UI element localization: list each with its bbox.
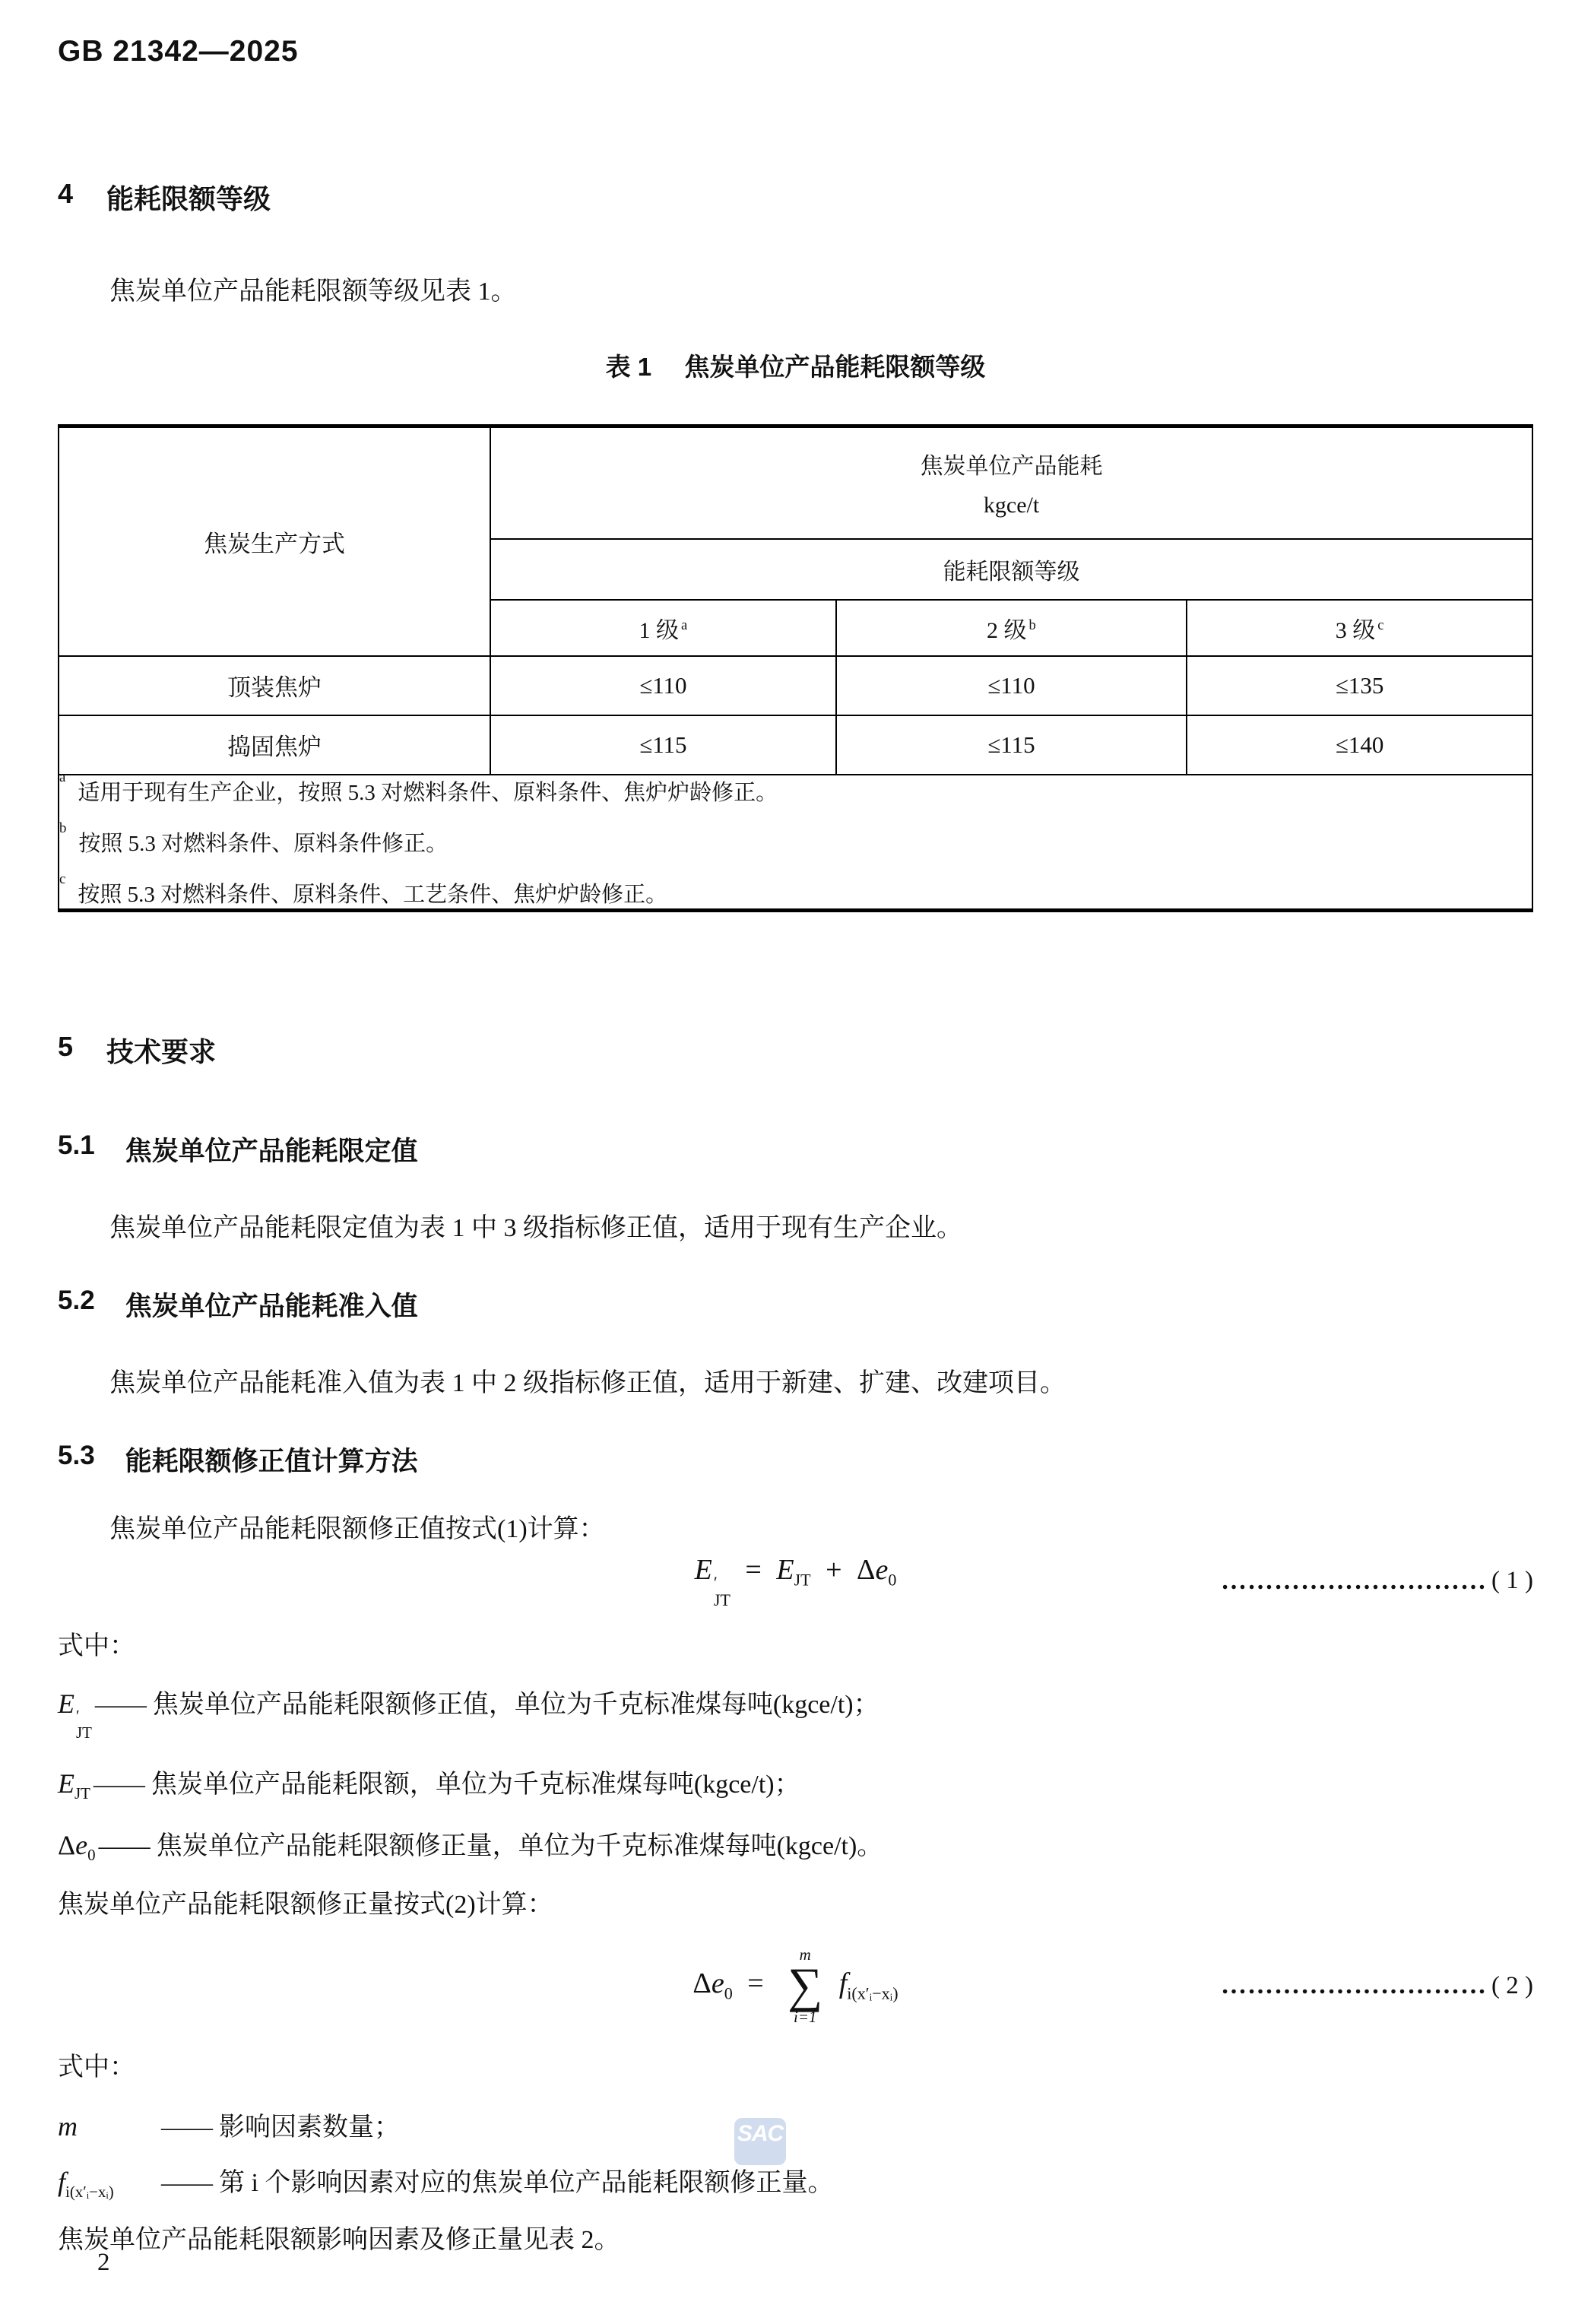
section-5-2-paragraph: 焦炭单位产品能耗准入值为表 1 中 2 级指标修正值，适用于新建、扩建、改建项目。: [109, 1368, 1066, 1397]
section-5-heading: [58, 1031, 1533, 1070]
dotted-leader: …………………………: [1221, 1971, 1488, 2000]
where-clause-2: 式中：: [58, 2053, 135, 2082]
section-4-heading: [58, 178, 1533, 217]
summation-symbol: [788, 1947, 822, 2025]
symbol-e-jt: $E_{JT}$: [58, 1768, 90, 1803]
table-header-energy-label: 焦炭单位产品能耗: [920, 454, 1103, 480]
section-4-paragraph: 焦炭单位产品能耗限额等级见表 1。: [109, 277, 517, 306]
definition-m-text: 影响因素数量；: [219, 2113, 400, 2142]
row-2-grade-2-value: ≤115: [836, 715, 1187, 775]
section-5-3-paragraph-2: 焦炭单位产品能耗限额修正量按式(2)计算：: [58, 1891, 553, 1920]
definition-e-prime-jt: [58, 1683, 1533, 1742]
footnote-a-text: 适用于现有生产企业，按照 5.3 对燃料条件、原料条件、焦炉炉龄修正。: [78, 780, 778, 805]
section-5-1-number: 5.1: [58, 1130, 95, 1160]
symbol-m: m: [58, 2111, 78, 2142]
table-1-caption: [58, 347, 1533, 383]
formula-1-term-2: $\Delta e_0$: [857, 1553, 897, 1590]
table-1-caption-label: 表 1: [605, 352, 652, 381]
grade-3-label: 3 级: [1335, 617, 1376, 643]
section-5-title: 技术要求: [106, 1035, 217, 1067]
table-header-grade-1: [490, 600, 836, 656]
table-header-energy-unit: [490, 426, 1532, 539]
definition-dash: ——: [98, 1832, 151, 1861]
footnote-c-text: 按照 5.3 对燃料条件、原料条件、工艺条件、焦炉炉龄修正。: [78, 882, 668, 907]
footnote-c-mark: c: [59, 870, 66, 887]
symbol-f: $f_{i(x'ᵢ-xᵢ)}$: [58, 2167, 114, 2202]
symbol-e-prime-jt: E ′ JT: [58, 1688, 92, 1742]
formula-2-term: $f_{i(x'ᵢ-xᵢ)}$: [838, 1967, 899, 2003]
section-4-number: 4: [58, 178, 74, 209]
row-2-grade-3-value: ≤140: [1187, 715, 1532, 775]
definition-f-text: 第 i 个影响因素对应的焦炭单位产品能耗限额修正量。: [219, 2169, 834, 2198]
section-5-number: 5: [58, 1030, 74, 1062]
row-2-grade-1-value: ≤115: [490, 715, 836, 775]
section-5-3-heading: [58, 1441, 1533, 1479]
section-5-2-title: 焦炭单位产品能耗准入值: [125, 1291, 418, 1321]
row-1-grade-1-value: ≤110: [490, 656, 836, 715]
definition-delta-e0: [58, 1825, 1533, 1865]
section-5-1-heading: [58, 1130, 1533, 1168]
footnote-a-mark: a: [59, 769, 66, 785]
page-number: 2: [97, 2249, 110, 2276]
section-5-1-title: 焦炭单位产品能耗限定值: [125, 1136, 418, 1166]
formula-2: [58, 1929, 1533, 2043]
row-2-name: 捣固焦炉: [59, 715, 490, 775]
where-clause-1: 式中：: [58, 1631, 135, 1660]
grade-1-label: 1 级: [639, 617, 679, 643]
grade-3-footnote-mark: c: [1377, 617, 1384, 633]
grade-2-label: 2 级: [987, 617, 1027, 643]
formula-2-lhs: $\Delta e_0$: [692, 1967, 733, 2003]
table-header-unit-label: kgce/t: [983, 493, 1040, 518]
table-header-grade-label: 能耗限额等级: [490, 539, 1532, 600]
table-row-footnotes: [59, 775, 1532, 911]
footnote-b: [59, 820, 1532, 858]
definition-delta-e0-text: 焦炭单位产品能耗限额修正量，单位为千克标准煤每吨(kgce/t)。: [156, 1832, 883, 1861]
formula-2-body: [692, 1947, 898, 2025]
table-row-header-energy: [59, 426, 1532, 539]
section-5-3-number: 5.3: [58, 1440, 95, 1470]
sac-watermark-logo: [734, 2118, 786, 2165]
dotted-leader: …………………………: [1221, 1566, 1488, 1595]
formula-1-lhs: E ′ JT: [694, 1553, 731, 1610]
table-1: [58, 424, 1533, 912]
grade-2-footnote-mark: b: [1028, 617, 1036, 633]
table-header-grade-2: [836, 600, 1187, 656]
formula-2-reference: [1221, 1971, 1533, 2000]
footnote-b-mark: b: [59, 820, 67, 836]
formula-1-number: ( 1 ): [1491, 1567, 1533, 1595]
sigma-icon: ∑: [788, 1958, 823, 2013]
formula-2-number: ( 2 ): [1491, 1971, 1533, 1999]
grade-1-footnote-mark: a: [680, 617, 688, 633]
formula-1: [58, 1553, 1533, 1610]
section-5-1-paragraph: 焦炭单位产品能耗限定值为表 1 中 3 级指标修正值，适用于现有生产企业。: [109, 1213, 962, 1242]
table-footnotes-cell: [59, 769, 1532, 911]
definition-f: [58, 2161, 1533, 2202]
footnote-c: [59, 870, 1532, 908]
table-1-caption-title: 焦炭单位产品能耗限额等级: [684, 352, 986, 381]
section-5-3-title: 能耗限额修正值计算方法: [125, 1446, 418, 1476]
table-row: [59, 715, 1532, 775]
table-header-grade-3: [1187, 600, 1532, 656]
standard-number: GB 21342—2025: [58, 35, 299, 68]
section-5-3-paragraph-1: 焦炭单位产品能耗限额修正值按式(1)计算：: [109, 1514, 605, 1543]
footnote-a: [59, 769, 1532, 807]
row-1-name: 顶装焦炉: [59, 656, 490, 715]
formula-1-body: [695, 1553, 897, 1609]
definition-dash: ——: [94, 1690, 147, 1719]
footnote-b-text: 按照 5.3 对燃料条件、原料条件修正。: [78, 831, 448, 856]
formula-1-reference: [1221, 1567, 1533, 1596]
equals-sign: =: [747, 1967, 764, 1999]
section-5-2-number: 5.2: [58, 1285, 95, 1315]
table-header-production-method: 焦炭生产方式: [59, 426, 490, 656]
plus-sign: +: [826, 1553, 842, 1586]
summation-upper-limit: m: [799, 1945, 811, 1964]
section-5-3-closing: 焦炭单位产品能耗限额影响因素及修正量见表 2。: [58, 2226, 620, 2255]
symbol-delta-e0: $\Delta e_0$: [58, 1830, 96, 1865]
definition-e-prime-jt-text: 焦炭单位产品能耗限额修正值，单位为千克标准煤每吨(kgce/t)；: [152, 1690, 879, 1719]
equals-sign: =: [745, 1553, 762, 1586]
row-1-grade-3-value: ≤135: [1187, 656, 1532, 715]
row-1-grade-2-value: ≤110: [836, 656, 1187, 715]
definition-m: [58, 2106, 1533, 2143]
definition-e-jt: [58, 1763, 1533, 1803]
sac-watermark-text: SAC: [737, 2121, 784, 2146]
definition-e-jt-text: 焦炭单位产品能耗限额，单位为千克标准煤每吨(kgce/t)；: [151, 1770, 800, 1799]
formula-1-term-1: $E_{JT}$: [776, 1553, 811, 1590]
section-5-2-heading: [58, 1286, 1533, 1324]
table-row: [59, 656, 1532, 715]
definition-dash: ——: [161, 2113, 213, 2142]
section-4-title: 能耗限额等级: [106, 183, 271, 214]
definition-dash: ——: [93, 1770, 145, 1799]
definition-dash: ——: [161, 2169, 213, 2198]
summation-lower-limit: i=1: [794, 2007, 817, 2026]
